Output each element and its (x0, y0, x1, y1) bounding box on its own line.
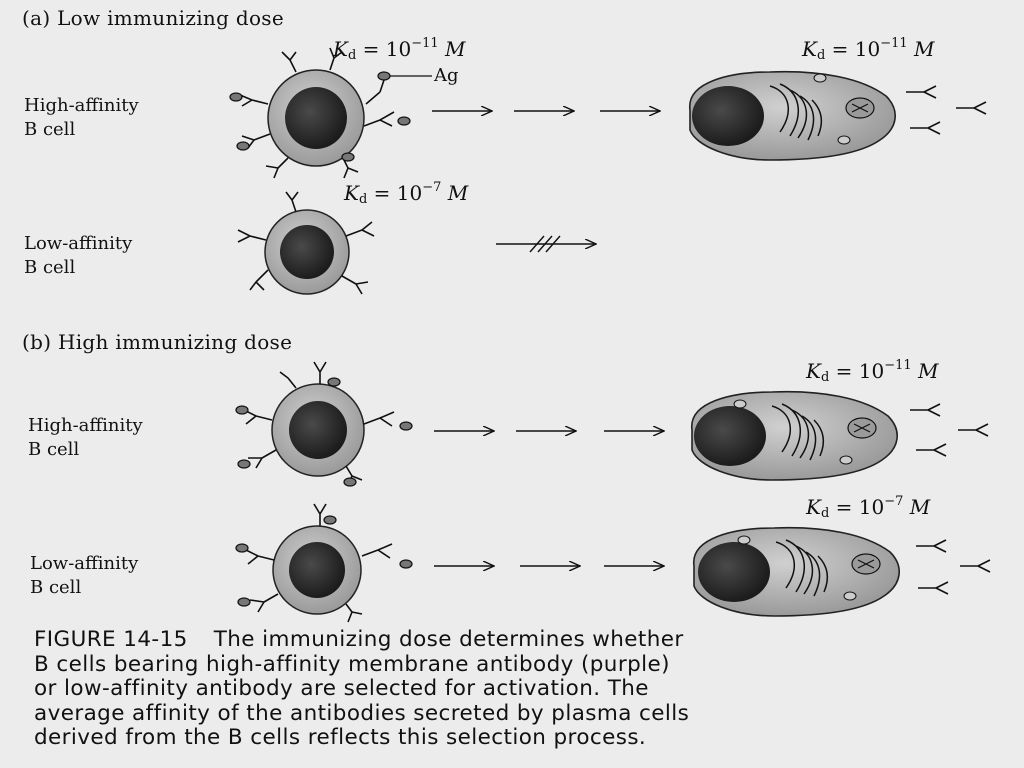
kd-equals: = 10 (367, 181, 423, 205)
section-a-high-label (24, 94, 139, 142)
kd-equals: = 10 (356, 37, 412, 61)
kd-symbol: K (333, 37, 348, 61)
secreted-antibodies-b-low (916, 540, 990, 594)
label-line-2: B cell (24, 257, 76, 278)
kd-symbol: K (344, 181, 359, 205)
ag-label: Ag (434, 65, 459, 86)
kd-exponent: −7 (884, 494, 904, 509)
plasma-cell-b-high (692, 392, 897, 480)
figure-label: FIGURE 14-15 (34, 627, 188, 652)
label-line-1: Low-affinity (30, 553, 139, 574)
blocked-arrow-a-low (496, 236, 596, 252)
kd-exponent: −7 (422, 180, 442, 195)
kd-subscript: d (358, 192, 368, 207)
kd-symbol: K (806, 495, 821, 519)
plasma-cell-a (690, 72, 895, 160)
kd-subscript: d (820, 370, 830, 385)
kd-equals: = 10 (825, 37, 881, 61)
caption-line: B cells bearing high-affinity membrane antibody (purple) (34, 651, 670, 677)
section-b-low-label (30, 552, 138, 600)
kd-equals: = 10 (829, 495, 885, 519)
kd-symbol: K (806, 359, 821, 383)
kd-unit: M (445, 37, 466, 61)
section-b-high-label (28, 414, 143, 462)
kd-a-low-left (344, 180, 468, 207)
caption-line: average affinity of the antibodies secreted by plasma cells (34, 700, 690, 726)
section-a-low-label (24, 232, 132, 280)
caption-line: derived from the B cells reflects this selection process. (34, 725, 647, 750)
kd-equals: = 10 (829, 359, 885, 383)
secreted-antibodies-b-high (910, 404, 988, 456)
kd-symbol: K (802, 37, 817, 61)
plasma-cell-b-low (694, 528, 899, 616)
kd-b-low-right (806, 494, 930, 521)
kd-b-high-right (806, 358, 938, 385)
kd-a-high-right (802, 36, 934, 63)
label-line-1: Low-affinity (24, 233, 133, 254)
secreted-antibodies-a (906, 86, 986, 134)
label-line-2: B cell (28, 439, 80, 460)
kd-unit: M (918, 359, 939, 383)
kd-a-high-left (333, 36, 465, 63)
section-b-title: (b) High immunizing dose (22, 330, 293, 354)
kd-unit: M (909, 495, 931, 519)
b-cell-high-affinity-b (272, 384, 364, 476)
label-line-1: High-affinity (24, 95, 139, 116)
kd-subscript: d (347, 48, 357, 63)
b-cell-low-affinity-a (265, 210, 349, 294)
kd-exponent: −11 (411, 36, 439, 51)
kd-unit: M (447, 181, 469, 205)
kd-subscript: d (816, 48, 826, 63)
caption-line-text: The immunizing dose determines whether (213, 627, 684, 652)
label-line-2: B cell (24, 119, 76, 140)
b-cell-low-affinity-b (273, 526, 361, 614)
caption-line (34, 628, 994, 653)
caption-line: or low-affinity antibody are selected for activation. The (34, 676, 649, 701)
figure-caption (34, 628, 994, 751)
kd-exponent: −11 (880, 36, 908, 51)
kd-subscript: d (820, 506, 830, 521)
label-line-2: B cell (30, 577, 82, 598)
kd-exponent: −11 (884, 358, 912, 373)
b-cell-high-affinity-a (268, 70, 364, 166)
label-line-1: High-affinity (28, 415, 143, 436)
kd-unit: M (914, 37, 935, 61)
section-a-title: (a) Low immunizing dose (22, 6, 284, 30)
